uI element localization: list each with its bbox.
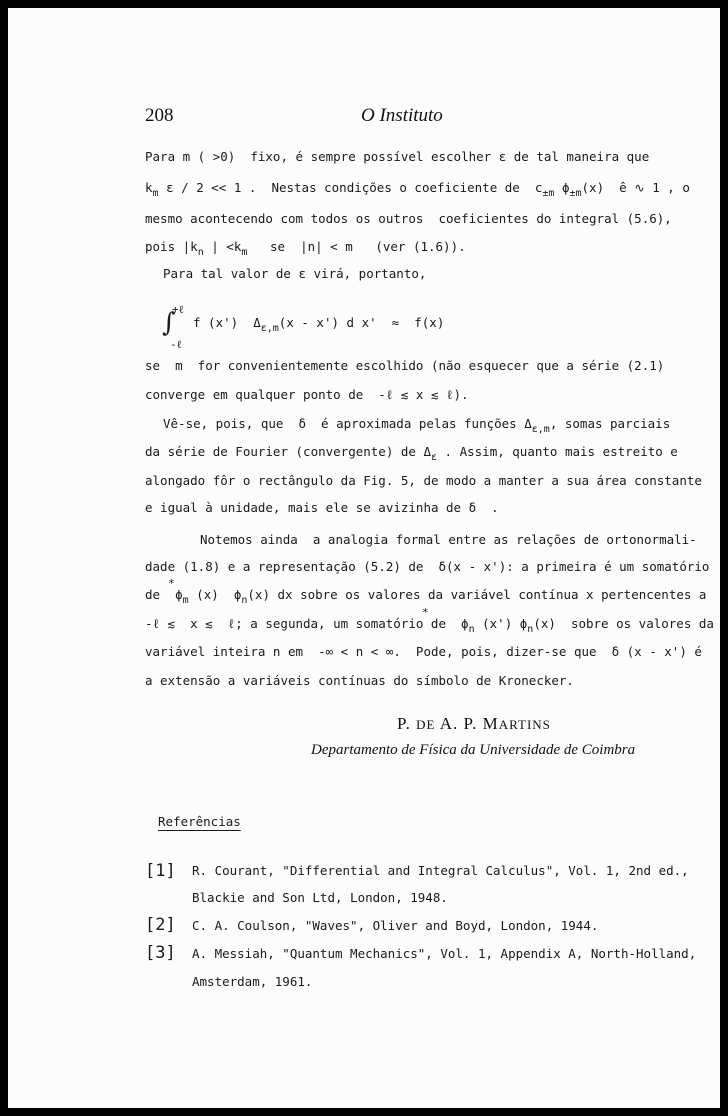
body-line-1: Para m ( >0) fixo, é sempre possível escolher ε de tal maneira que (145, 149, 650, 164)
body-line-16: variável inteira n em -∞ < n < ∞. Pode, pois, dizer-se que δ (x - x') é (145, 644, 702, 659)
reference-1-line-2: Blackie and Son Ltd, London, 1948. (192, 890, 448, 905)
reference-1-number: [1] (145, 861, 176, 881)
reference-3-line-2: Amsterdam, 1961. (192, 974, 313, 989)
author-name: P. DE A. P. MARTINS (397, 714, 551, 733)
reference-2-line-1: C. A. Coulson, "Waves", Oliver and Boyd, London, 1944. (192, 918, 599, 933)
reference-2-number: [2] (145, 915, 176, 935)
body-line-6: se m for convenientemente escolhido (não esquecer que a série (2.1) (145, 358, 665, 373)
body-line-2: $k_m$ ε / 2 << 1 . Nestas condições o coeficiente de $c_{\pm m}$ $\phi_{\pm m}(x)$ ê ∿ 1 , o (145, 180, 690, 199)
integral-lower-limit: -ℓ (170, 338, 182, 351)
body-line-15: -ℓ ≲ x ≲ ℓ; a segunda, um somatório de $\phi_n$ (x') $\phi_n(x)$ sobre os valores da (145, 616, 714, 635)
body-line-5: Para tal valor de ε virá, portanto, (163, 266, 427, 281)
body-line-7: converge em qualquer ponto de -ℓ ≲ x ≲ ℓ). (145, 387, 469, 402)
running-title: O Instituto (361, 105, 443, 126)
paper-sheet (8, 8, 720, 1108)
body-line-8: Vê-se, pois, que δ é aproximada pelas funções $\Delta_{\varepsilon,m}$, somas parciais (163, 416, 671, 435)
star-superscript-1: * (168, 577, 175, 590)
integral-sign: ∫ (162, 308, 176, 338)
reference-1-line-1: R. Courant, "Differential and Integral Calculus", Vol. 1, 2nd ed., (192, 863, 689, 878)
equation: f (x') $\Delta_{\varepsilon,m}(x - x')$ d x' ≈ f(x) (193, 315, 445, 334)
body-line-12: Notemos ainda a analogia formal entre as relações de ortonormali- (200, 532, 697, 547)
body-line-11: e igual à unidade, mais ele se avizinha de δ . (145, 500, 499, 515)
author-affiliation: Departamento de Física da Universidade de Coimbra (311, 742, 636, 758)
page-number: 208 (145, 105, 174, 126)
body-line-3: mesmo acontecendo com todos os outros coeficientes do integral (5.6), (145, 211, 672, 226)
body-line-4: pois $|k_n$ | $<k_m$ se |n| < m (ver (1.6)). (145, 239, 466, 258)
references-heading: Referências (158, 814, 241, 829)
star-superscript-2: * (422, 606, 429, 619)
integral-upper-limit: +ℓ (172, 303, 184, 316)
body-line-10: alongado fôr o rectângulo da Fig. 5, de modo a manter a sua área constante (145, 473, 702, 488)
body-line-17: a extensão a variáveis contínuas do símbolo de Kronecker. (145, 673, 574, 688)
reference-3-number: [3] (145, 943, 176, 963)
reference-3-line-1: A. Messiah, "Quantum Mechanics", Vol. 1, Appendix A, North-Holland, (192, 946, 697, 961)
body-line-14: de $\phi_m$ (x) $\phi_n(x)$ dx sobre os valores da variável contínua x pertencentes a (145, 587, 707, 606)
body-line-9: da série de Fourier (convergente) de $\Delta_\varepsilon$ . Assim, quanto mais estreito e (145, 444, 678, 463)
body-line-13: dade (1.8) e a representação (5.2) de δ(x - x'): a primeira é um somatório (145, 559, 710, 574)
